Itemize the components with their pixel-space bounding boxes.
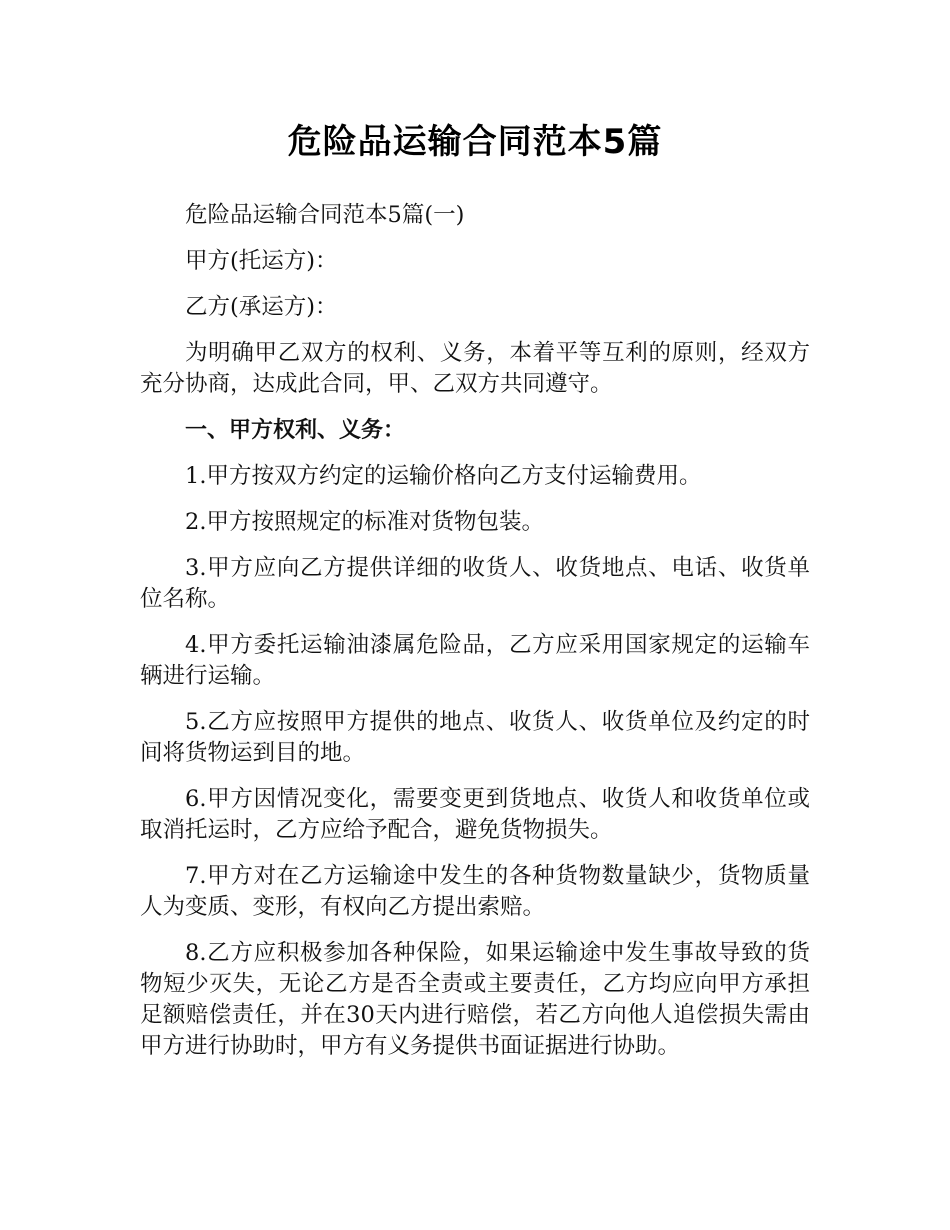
clause-8: 8.乙方应积极参加各种保险，如果运输途中发生事故导致的货物短少灭失，无论乙方是否全责或主要责任，乙方均应向甲方承担足额赔偿责任，并在30天内进行赔偿，若乙方向他人追偿损失需由甲方进行协助时，甲方有义务提供书面证据进行协助。 [140, 940, 810, 1059]
clause-6: 6.甲方因情况变化，需要变更到货地点、收货人和收货单位或取消托运时，乙方应给予配合，避免货物损失。 [140, 786, 810, 843]
paragraph-subtitle: 危险品运输合同范本5篇(一) [185, 202, 465, 228]
paragraph-preamble: 为明确甲乙双方的权利、义务，本着平等互利的原则，经双方充分协商，达成此合同，甲、乙双方共同遵守。 [140, 340, 810, 397]
clause-2: 2.甲方按照规定的标准对货物包装。 [185, 509, 544, 535]
paragraph-party-b: 乙方(承运方)： [185, 294, 338, 320]
clause-3: 3.甲方应向乙方提供详细的收货人、收货地点、电话、收货单位名称。 [140, 555, 810, 612]
section-heading: 一、甲方权利、义务： [185, 418, 406, 443]
paragraph-party-a: 甲方(托运方)： [185, 248, 338, 274]
clause-7: 7.甲方对在乙方运输途中发生的各种货物数量缺少，货物质量人为变质、变形，有权向乙方提出索赔。 [140, 863, 810, 920]
clause-1: 1.甲方按双方约定的运输价格向乙方支付运输费用。 [185, 463, 702, 489]
clause-5: 5.乙方应按照甲方提供的地点、收货人、收货单位及约定的时间将货物运到目的地。 [140, 709, 810, 766]
document-body [140, 200, 810, 1077]
document-title: 危险品运输合同范本5篇 [287, 122, 663, 162]
clause-4: 4.甲方委托运输油漆属危险品，乙方应采用国家规定的运输车辆进行运输。 [140, 632, 810, 689]
